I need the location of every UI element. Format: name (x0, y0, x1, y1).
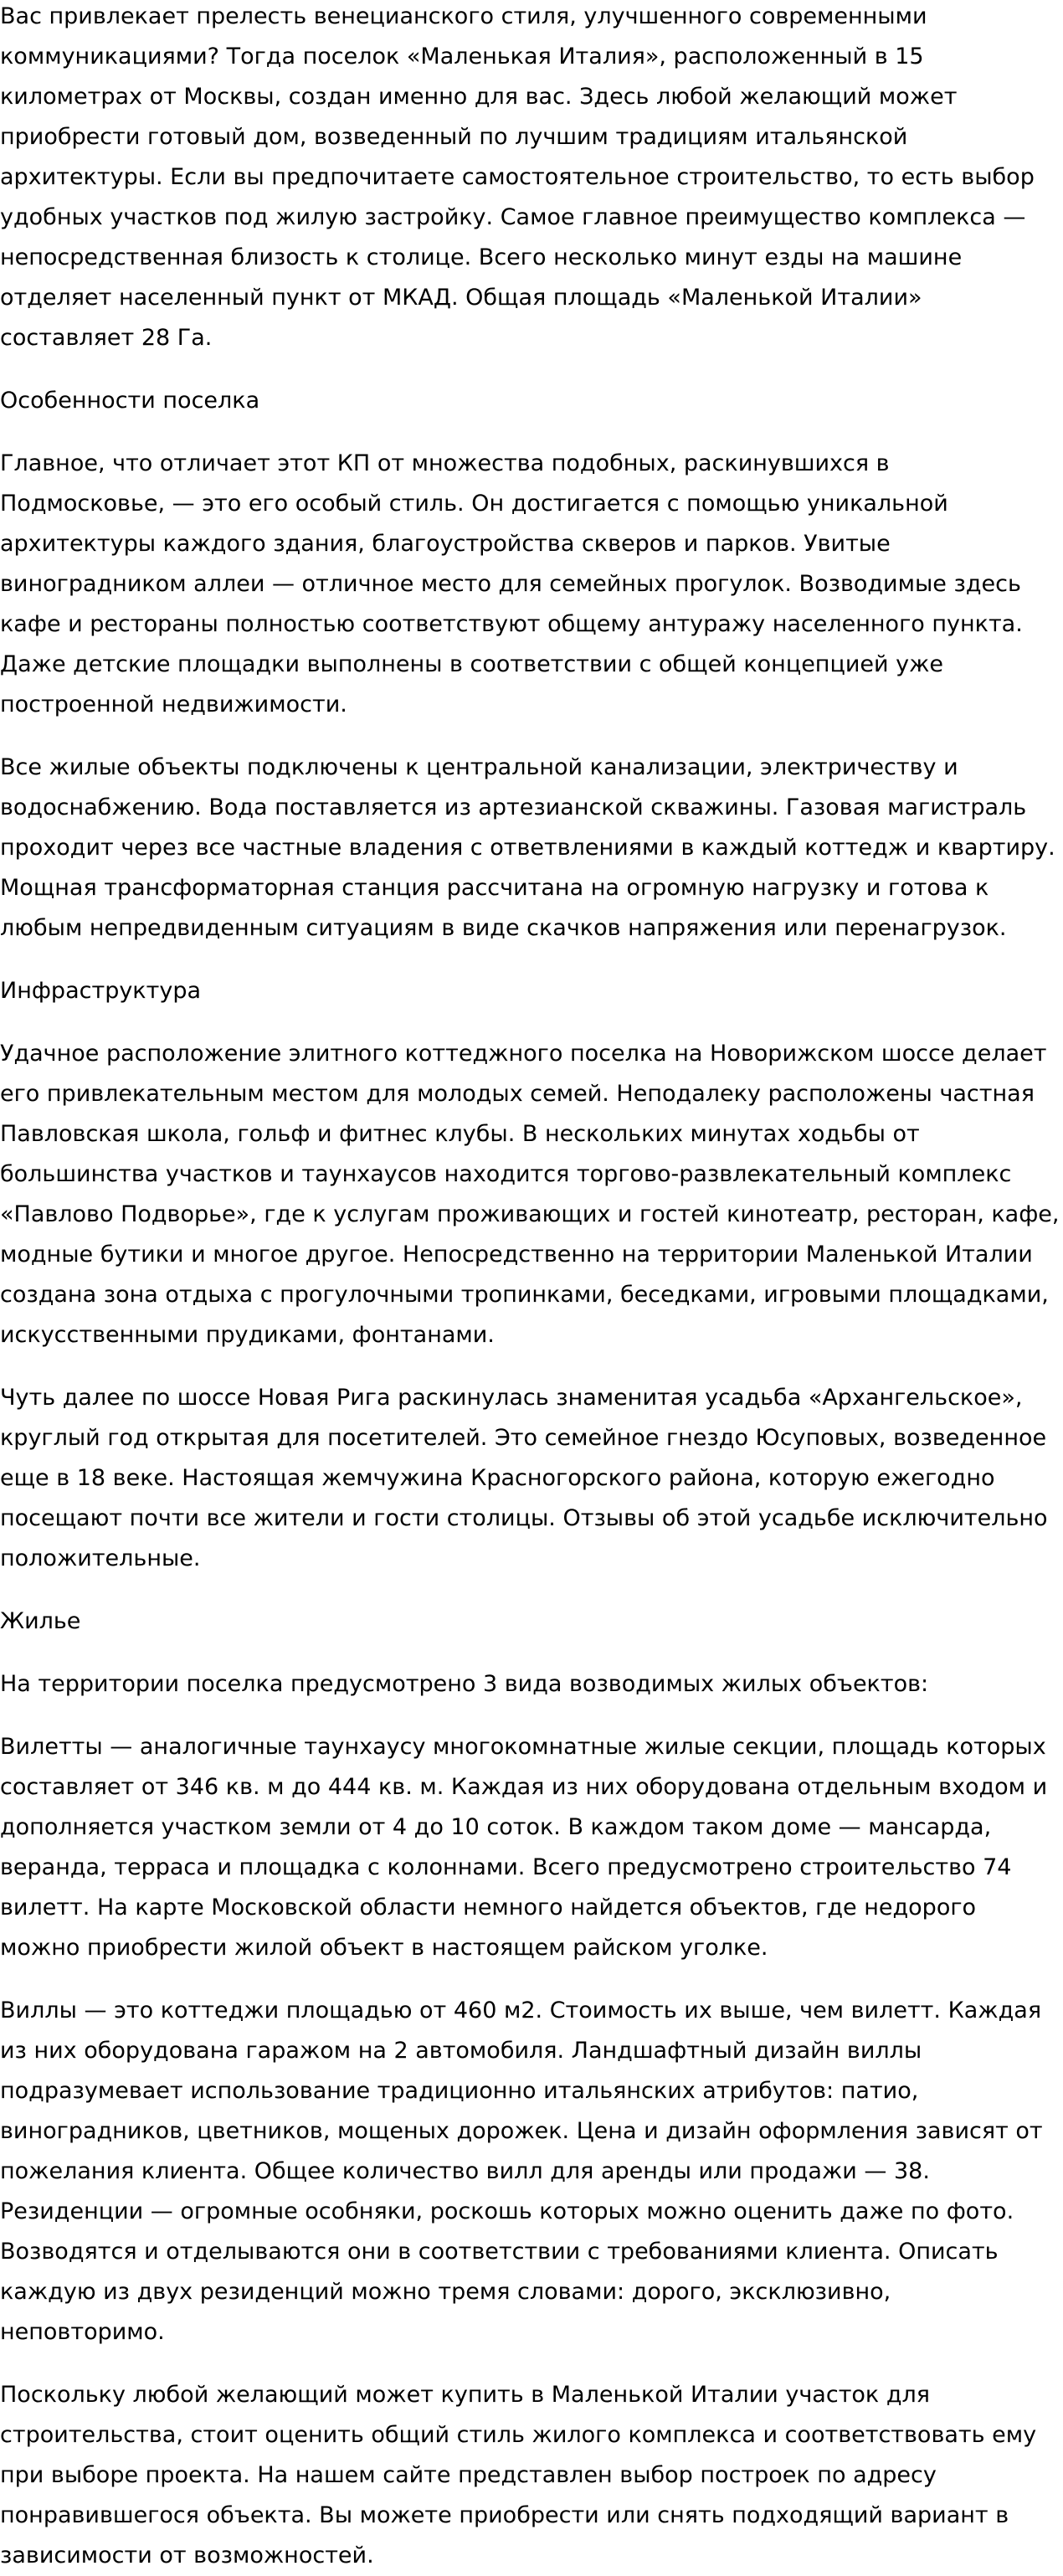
housing-paragraph-types: На территории поселка предусмотрено 3 вида возводимых жилых объектов: (0, 1671, 929, 1697)
infrastructure-paragraph-location: Удачное расположение элитного коттеджного поселка на Новорижском шоссе делает его привлекательным местом для молодых семей. Неподалеку расположены частная Павловская школа, гольф и фитнес клубы. В нескольких минутах ходьбы от большинства участков и таунхаусов находится торгово-развлекательный комплекс «Павлово Подворье», где к услугам проживающих и гостей кинотеатр, ресторан, кафе, модные бутики и многое другое. Непосредственно на территории Маленькой Италии создана зона отдыха с прогулочными тропинками, беседками, игровыми площадками, искусственными прудиками, фонтанами. (0, 1041, 1060, 1348)
housing-paragraph-villas: Виллы — это коттеджи площадью от 460 м2. Стоимость их выше, чем вилетт. Каждая из них оборудована гаражом на 2 автомобиля. Ландшафтный дизайн виллы подразумевает использование традиционно итальянских атрибутов: патио, виноградников, цветников, мощеных дорожек. Цена и дизайн оформления зависят от пожелания клиента. Общее количество вилл для аренды или продажи — 38. Резиденции — огромные особняки, роскошь которых можно оценить даже по фото. Возводятся и отделываются они в соответствии с требованиями клиента. Описать каждую из двух резиденций можно тремя словами: дорого, эксклюзивно, неповторимо. (0, 1998, 1043, 2345)
housing-heading: Жилье (0, 1608, 81, 1634)
infrastructure-heading: Инфраструктура (0, 978, 202, 1004)
features-paragraph-utilities: Все жилые объекты подключены к центральной канализации, электричеству и водоснабжению. Вода поставляется из артезианской скважины. Газовая магистраль проходит через все частные владения с ответвлениями в каждый коттедж и квартиру. Мощная трансформаторная станция рассчитана на огромную нагрузку и готова к любым непредвиденным ситуациям в виде скачков напряжения или перенагрузок. (0, 754, 1055, 941)
housing-paragraph-plots: Поскольку любой желающий может купить в Маленькой Италии участок для строительства, стоит оценить общий стиль жилого комплекса и соответствовать ему при выборе проекта. На нашем сайте представлен выбор построек по адресу понравившегося объекта. Вы можете приобрести или снять подходящий вариант в зависимости от возможностей. (0, 2382, 1037, 2568)
features-heading: Особенности поселка (0, 388, 260, 414)
housing-paragraph-viletty: Вилетты — аналогичные таунхаусу многокомнатные жилые секции, площадь которых составляет от 346 кв. м до 444 кв. м. Каждая из них оборудована отдельным входом и дополняется участком земли от 4 до 10 соток. В каждом таком доме — мансарда, веранда, терраса и площадка с колоннами. Всего предусмотрено строительство 74 вилетт. На карте Московской области немного найдется объектов, где недорого можно приобрести жилой объект в настоящем райском уголке. (0, 1734, 1048, 1961)
features-paragraph-style: Главное, что отличает этот КП от множества подобных, раскинувшихся в Подмосковье, — это его особый стиль. Он достигается с помощью уникальной архитектуры каждого здания, благоустройства скверов и парков. Увитые виноградником аллеи — отличное место для семейных прогулок. Возводимые здесь кафе и рестораны полностью соответствуют общему антуражу населенного пункта. Даже детские площадки выполнены в соответствии с общей концепцией уже построенной недвижимости. (0, 450, 1023, 717)
intro-paragraph: Вас привлекает прелесть венецианского стиля, улучшенного современными коммуникациями? Тогда поселок «Маленькая Италия», расположенный в 15 километрах от Москвы, создан именно для вас. Здесь любой желающий может приобрести готовый дом, возведенный по лучшим традициям итальянской архитектуры. Если вы предпочитаете самостоятельное строительство, то есть выбор удобных участков под жилую застройку. Самое главное преимущество комплекса — непосредственная близость к столице. Всего несколько минут езды на машине отделяет населенный пункт от МКАД. Общая площадь «Маленькой Италии» составляет 28 Га. (0, 3, 1035, 351)
infrastructure-paragraph-estate: Чуть далее по шоссе Новая Рига раскинулась знаменитая усадьба «Архангельское», круглый год открытая для посетителей. Это семейное гнездо Юсуповых, возведенное еще в 18 веке. Настоящая жемчужина Красногорского района, которую ежегодно посещают почти все жители и гости столицы. Отзывы об этой усадьбе исключительно положительные. (0, 1385, 1048, 1571)
